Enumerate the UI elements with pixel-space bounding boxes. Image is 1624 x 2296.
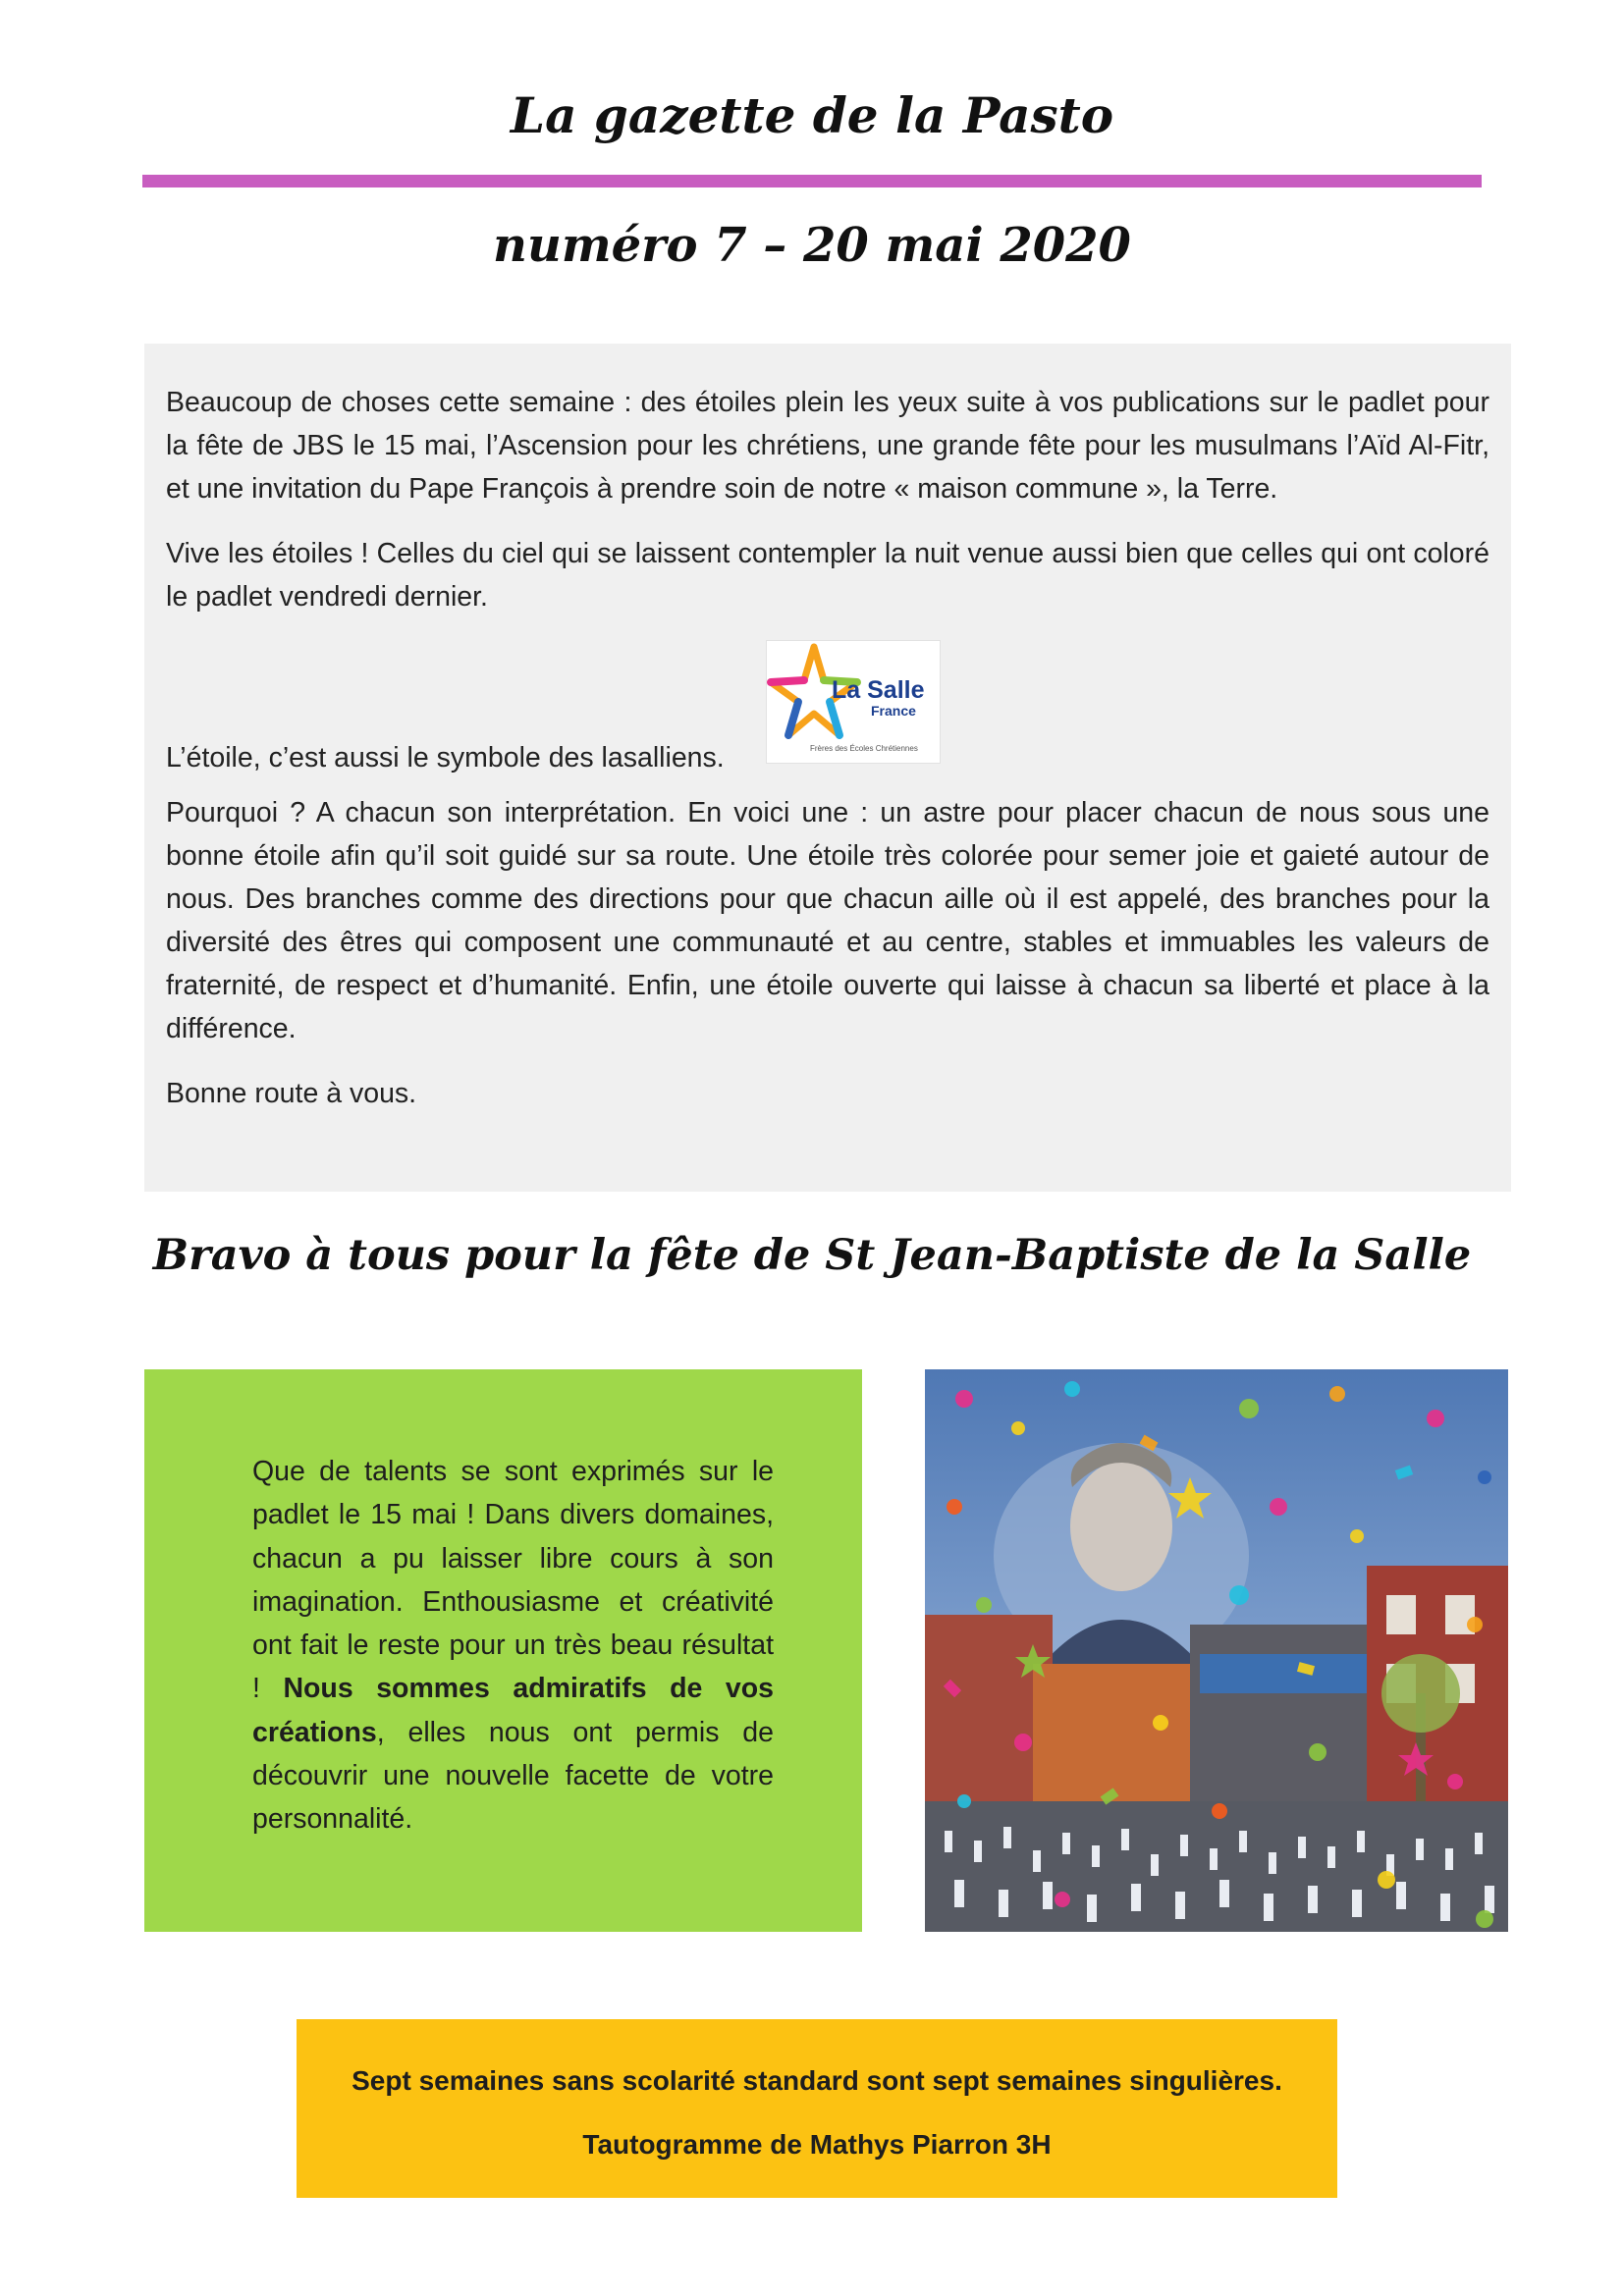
celebration-photo [925, 1369, 1508, 1932]
tautogram-text: Sept semaines sans scolarité standard sont sept semaines singulières. [352, 2065, 1282, 2096]
gazette-title: La gazette de la Pasto [510, 86, 1114, 144]
intro-paragraph-5: Bonne route à vous. [166, 1078, 417, 1109]
intro-paragraph-4: Pourquoi ? A chacun son interprétation. En voici une : un astre pour placer chacun de nous sous une bonne étoile afin qu’il soit guidé sur sa route. Une étoile très colorée pour semer joie et gaieté autour de nous. Des branches comme des directions pour que chacun aille où il est appelé, des branches pour la diversité des êtres qui composent une communauté et au centre, stables et immuables les valeurs de fraternité, de respect et d’humanité. Enfin, une étoile ouverte qui laisse à chacun sa liberté et place à la différence. [166, 797, 1489, 1044]
intro-paragraph-2: Vive les étoiles ! Celles du ciel qui se laissent contempler la nuit venue aussi bien que celles qui ont coloré le padlet vendredi dernier. [166, 538, 1489, 613]
tautogram-credit: Tautogramme de Mathys Piarron 3H [582, 2129, 1052, 2160]
celebration-text: Que de talents se sont exprimés sur le padlet le 15 mai ! Dans divers domaines, chacun a pu laisser libre cours à son imagination. Enthousiasme et créativité ont fait le reste pour un très beau résultat ! [252, 1456, 774, 1705]
issue-number: numéro 7 – 20 mai 2020 [493, 218, 1131, 273]
celebration-text-bold: Nous sommes admiratifs de vos créations [252, 1673, 774, 1748]
title-divider [142, 175, 1482, 187]
la-salle-logo [766, 640, 941, 764]
intro-paragraph-1: Beaucoup de choses cette semaine : des étoiles plein les yeux suite à vos publications sur le padlet pour la fête de JBS le 15 mai, l’Ascension pour les chrétiens, une grande fête pour les musulmans l’Aïd Al-Fitr, et une invitation du Pape François à prendre soin de notre « maison commune », la Terre. [166, 387, 1489, 505]
celebration-text-end: , elles nous ont permis de découvrir une nouvelle facette de votre personnalité. [252, 1716, 774, 1836]
la-salle-star-icon [767, 641, 940, 763]
school-celebration-illustration [925, 1369, 1508, 1932]
logo-country: France [871, 703, 916, 719]
tautogram-box [297, 2019, 1337, 2198]
section-headline: Bravo à tous pour la fête de St Jean-Baptiste de la Salle [152, 1231, 1472, 1280]
intro-box [144, 344, 1511, 1192]
logo-tagline: Frères des Écoles Chrétiennes [810, 744, 918, 753]
celebration-text-box [144, 1369, 862, 1932]
logo-name: La Salle [832, 676, 925, 704]
logo-row [166, 640, 1489, 774]
intro-paragraph-3: L’étoile, c’est aussi le symbole des lasalliens. [166, 742, 725, 774]
